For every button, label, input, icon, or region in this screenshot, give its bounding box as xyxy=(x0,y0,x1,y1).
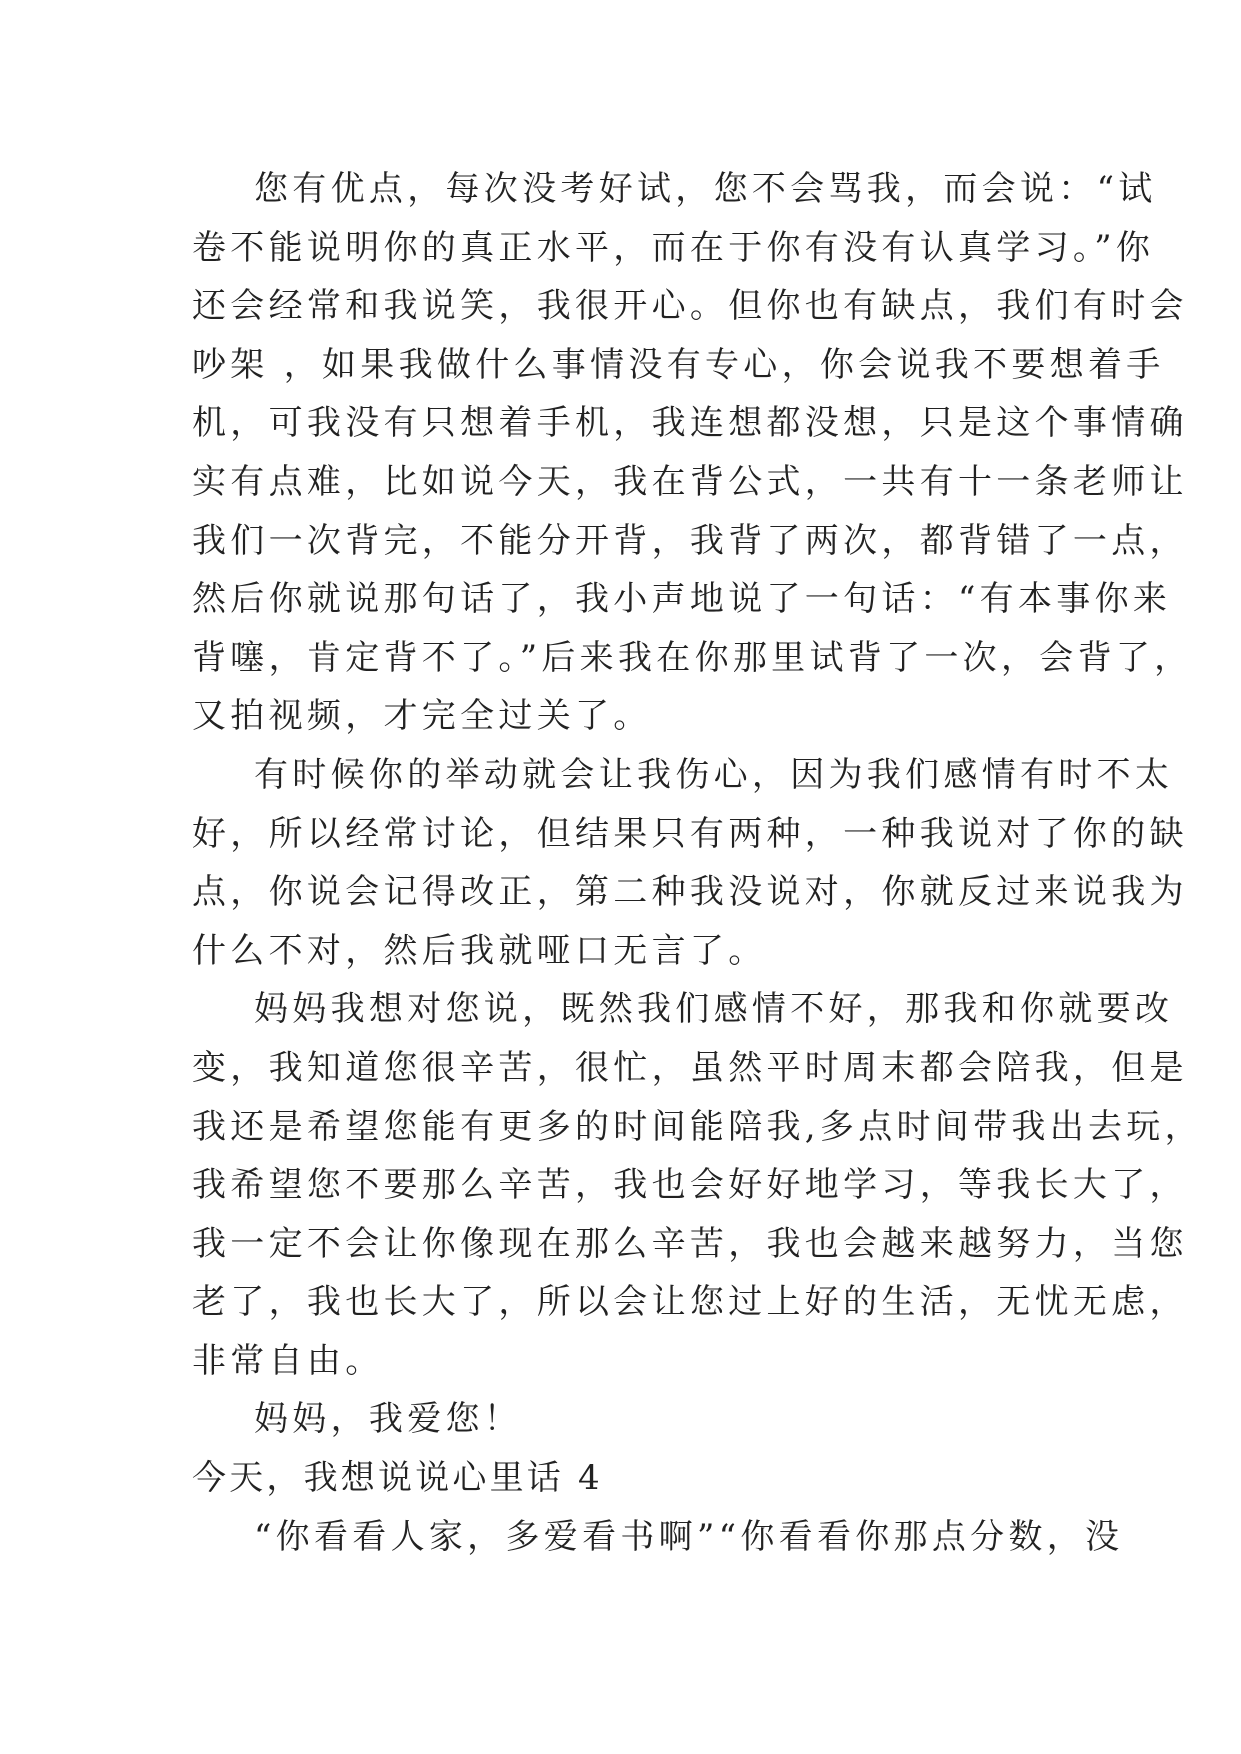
paragraph-line: 非常自由。 xyxy=(192,1340,384,1381)
paragraph-line: 有时候你的举动就会让我伤心，因为我们感情有时不太 xyxy=(254,754,1174,795)
paragraph-line: “你看看人家，多爱看书啊”“你看看你那点分数，没 xyxy=(254,1516,1124,1557)
paragraph-line: 我还是希望您能有更多的时间能陪我,多点时间带我出去玩， xyxy=(192,1106,1203,1147)
paragraph-line: 妈妈，我爱您！ xyxy=(254,1399,523,1440)
paragraph-line: 我希望您不要那么辛苦，我也会好好地学习，等我长大了， xyxy=(192,1165,1188,1206)
paragraph-line: 您有优点，每次没考好试，您不会骂我，而会说：“试 xyxy=(254,169,1157,209)
paragraph-line: 吵架 ，如果我做什么事情没有专心，你会说我不要想着手 xyxy=(192,344,1165,385)
document-body xyxy=(192,160,1203,1566)
paragraph-line: 我们一次背完，不能分开背，我背了两次，都背错了一点， xyxy=(192,520,1188,561)
paragraph-line: 妈妈我想对您说，既然我们感情不好，那我和你就要改 xyxy=(254,989,1174,1030)
paragraph-line: 然后你就说那句话了，我小声地说了一句话：“有本事你来 xyxy=(192,579,1172,620)
paragraph-line: 实有点难，比如说今天，我在背公式，一共有十一条老师让 xyxy=(192,461,1188,502)
paragraph-line: 又拍视频，才完全过关了。 xyxy=(192,696,652,737)
paragraph-line: 点，你说会记得改正，第二种我没说对，你就反过来说我为 xyxy=(192,872,1188,913)
paragraph-line: 老了，我也长大了，所以会让您过上好的生活，无忧无虑， xyxy=(192,1282,1188,1323)
paragraph-line: 变，我知道您很辛苦，很忙，虽然平时周末都会陪我，但是 xyxy=(192,1047,1188,1088)
paragraph-line: 机，可我没有只想着手机，我连想都没想，只是这个事情确 xyxy=(192,403,1188,444)
paragraph-line: 我一定不会让你像现在那么辛苦，我也会越来越努力，当您 xyxy=(192,1223,1188,1264)
paragraph-line: 还会经常和我说笑，我很开心。但你也有缺点，我们有时会 xyxy=(192,286,1188,327)
paragraph-line: 好，所以经常讨论，但结果只有两种，一种我说对了你的缺 xyxy=(192,813,1188,854)
paragraph-line: 什么不对，然后我就哑口无言了。 xyxy=(192,930,767,971)
paragraph-line: 卷不能说明你的真正水平，而在于你有没有认真学习。”你 xyxy=(192,227,1155,268)
paragraph-line: 背噻，肯定背不了。”后来我在你那里试背了一次，会背了， xyxy=(192,637,1193,678)
section-heading: 今天，我想说说心里话 4 xyxy=(192,1458,603,1499)
